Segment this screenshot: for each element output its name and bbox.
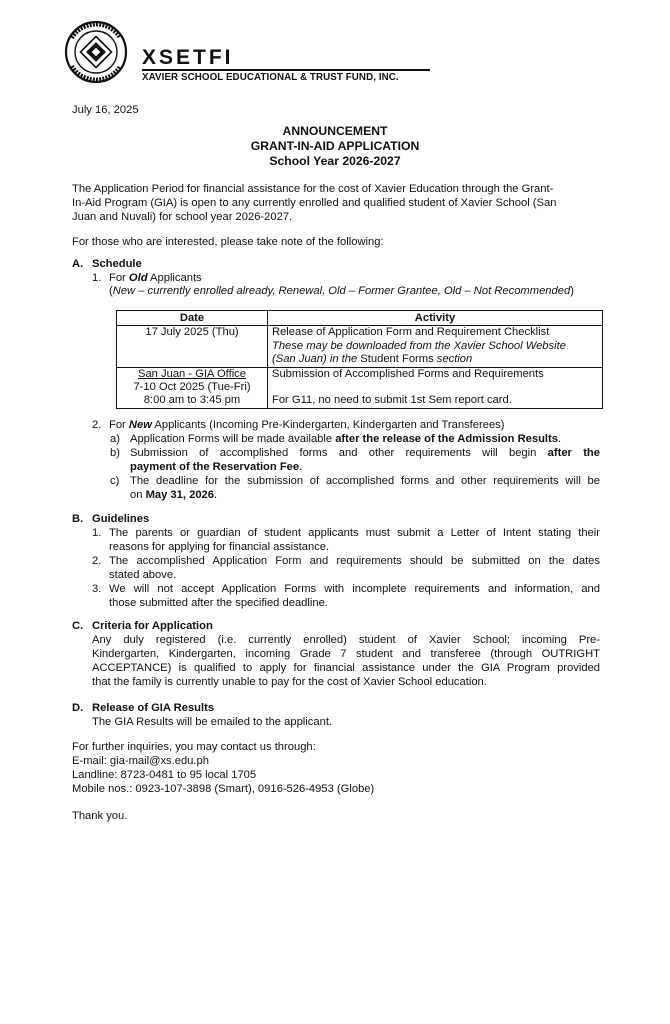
org-short-name: XSETFI xyxy=(142,46,234,69)
col-header-activity: Activity xyxy=(268,311,603,326)
row1-activity-text: Release of Application Form and Requirement Checklist xyxy=(272,326,550,339)
guideline-3-cont: those submitted after the specified deadline. xyxy=(109,597,328,609)
section-d-heading: Release of GIA Results xyxy=(92,702,215,714)
row1-note-2: (San Juan) in the Student Forms section xyxy=(272,353,473,366)
new-item-c: The deadline for the submission of accomplished forms and other requirements will be xyxy=(130,475,600,487)
new-item-b: Submission of accomplished forms and other requirements will begin after the xyxy=(130,447,600,459)
sub-letter: a) xyxy=(110,433,120,445)
row2-activity xyxy=(268,367,603,408)
new-applicants-heading: For New Applicants (Incoming Pre-Kindergarten, Kindergarten and Transferees) xyxy=(109,419,505,431)
row2-activity-text: Submission of Accomplished Forms and Requirements xyxy=(272,367,544,380)
xsetfi-seal-logo xyxy=(56,20,138,84)
contact-mobile: Mobile nos.: 0923-107-3898 (Smart), 0916-526-4953 (Globe) xyxy=(72,783,375,795)
row1-date: 17 July 2025 (Thu) xyxy=(117,326,268,367)
item-number: 3. xyxy=(92,583,102,595)
row2-location: San Juan - GIA Office xyxy=(138,367,246,380)
old-applicants-note: (New – currently enrolled already, Renewal, Old – Former Grantee, Old – Not Recommended) xyxy=(109,285,574,297)
guideline-2-cont: stated above. xyxy=(109,569,177,581)
item-number: 1. xyxy=(92,527,102,539)
new-item-c-2: on May 31, 2026. xyxy=(130,489,218,501)
announcement-subject: GRANT-IN-AID APPLICATION xyxy=(250,139,420,153)
row1-note: These may be downloaded from the Xavier School Website xyxy=(272,339,566,352)
new-item-b-2: payment of the Reservation Fee. xyxy=(130,461,303,473)
intro-note: For those who are interested, please take note of the following: xyxy=(72,236,384,248)
guideline-1-cont: reasons for applying for financial assistance. xyxy=(109,541,330,553)
old-applicants-heading: For Old Applicants xyxy=(109,272,202,284)
criteria-line: that the family is currently unable to pay for the cost of Xavier School education. xyxy=(92,676,487,688)
criteria-line: Any duly registered (i.e. currently enrolled) student of Xavier School; incoming Pre- xyxy=(92,634,600,646)
intro-line: Juan and Nuvali) for school year 2026-2027. xyxy=(72,211,293,223)
criteria-line: Kindergarten, Kindergarten, incoming Grade 7 student and transferee (through OUTRIGHT xyxy=(92,648,600,660)
intro-line: The Application Period for financial assistance for the cost of Xavier Education through the Grant- xyxy=(72,183,554,195)
section-c-letter: C. xyxy=(72,620,84,632)
row2-hours: 8:00 am to 3:45 pm xyxy=(143,394,241,407)
guideline-3: We will not accept Application Forms with incomplete requirements and information, and xyxy=(109,583,600,595)
table-row xyxy=(117,326,603,367)
school-year-heading: School Year 2026-2027 xyxy=(269,154,401,168)
section-a-heading: Schedule xyxy=(92,258,142,270)
table-header-row xyxy=(117,311,603,326)
row1-activity xyxy=(268,326,603,367)
new-item-a: Application Forms will be made available after the release of the Admission Results. xyxy=(130,433,562,445)
letter-date: July 16, 2025 xyxy=(72,104,139,116)
intro-line: In-Aid Program (GIA) is open to any currently enrolled and qualified student of Xavier School (San xyxy=(72,197,557,209)
sub-letter: c) xyxy=(110,475,120,487)
guideline-2: The accomplished Application Form and requirements should be submitted on the dates xyxy=(109,555,600,567)
contact-email: E-mail: gia-mail@xs.edu.ph xyxy=(72,755,209,767)
sub-letter: b) xyxy=(110,447,120,459)
results-note: The GIA Results will be emailed to the applicant. xyxy=(92,716,333,728)
section-d-letter: D. xyxy=(72,702,84,714)
schedule-table xyxy=(116,310,603,409)
item-number: 1. xyxy=(92,272,102,284)
item-number: 2. xyxy=(92,555,102,567)
col-header-date: Date xyxy=(117,311,268,326)
announcement-title: ANNOUNCEMENT xyxy=(282,124,388,138)
contact-intro: For further inquiries, you may contact us through: xyxy=(72,741,316,753)
section-a-letter: A. xyxy=(72,258,84,270)
contact-landline: Landline: 8723-0481 to 95 local 1705 xyxy=(72,769,257,781)
item-number: 2. xyxy=(92,419,102,431)
row2-date xyxy=(117,367,268,408)
criteria-line: ACCEPTANCE) is qualified to apply for financial assistance under the GIA Program provided xyxy=(92,662,600,674)
section-c-heading: Criteria for Application xyxy=(92,620,213,632)
section-b-heading: Guidelines xyxy=(92,513,150,525)
section-b-letter: B. xyxy=(72,513,84,525)
org-full-name: XAVIER SCHOOL EDUCATIONAL & TRUST FUND, INC. xyxy=(142,71,399,83)
row2-dates: 7-10 Oct 2025 (Tue-Fri) xyxy=(133,381,251,394)
table-row xyxy=(117,367,603,408)
closing: Thank you. xyxy=(72,810,128,822)
guideline-1: The parents or guardian of student applicants must submit a Letter of Intent stating their xyxy=(109,527,600,539)
row2-activity-note: For G11, no need to submit 1st Sem report card. xyxy=(272,394,512,407)
